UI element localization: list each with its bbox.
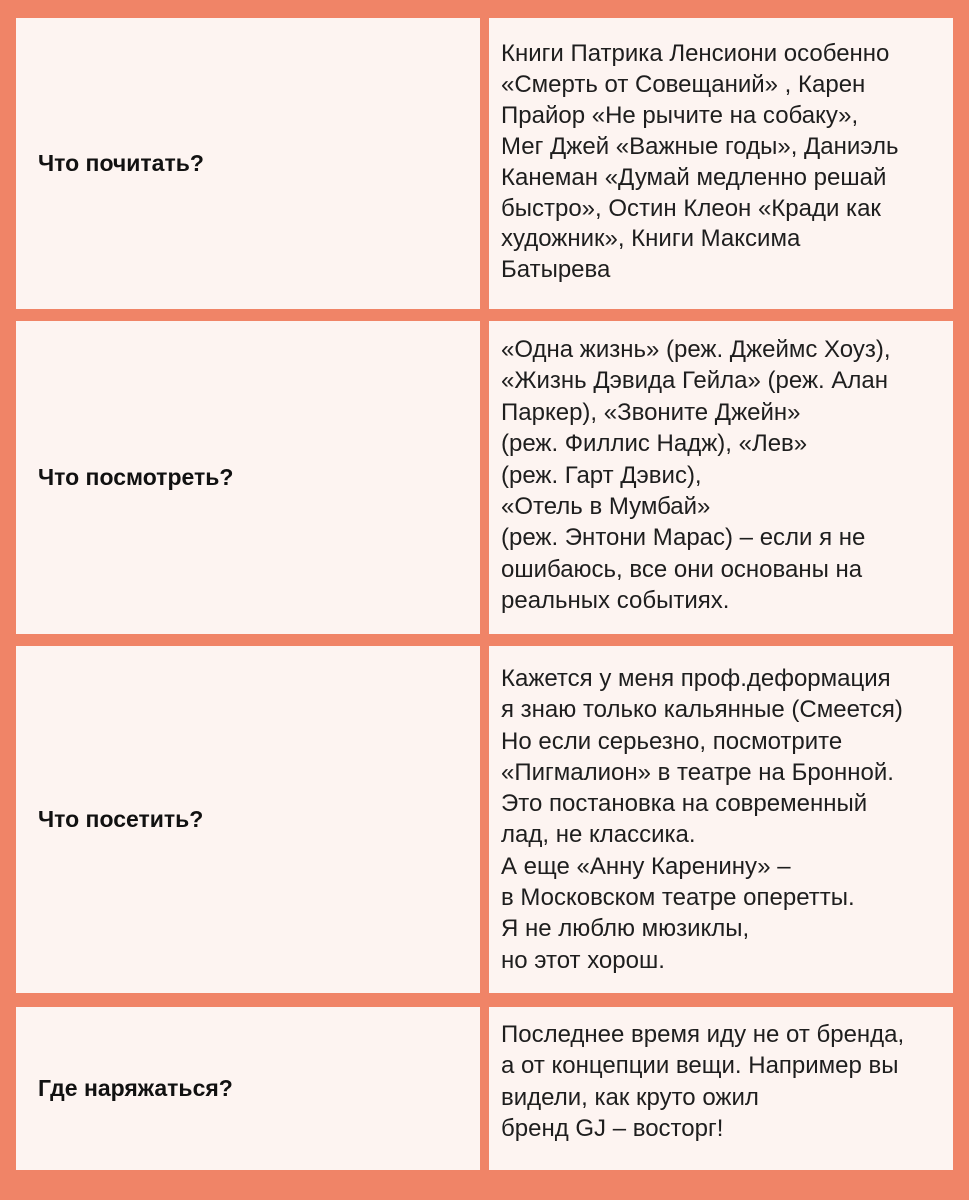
answer-line: А еще «Анну Каренину» – (501, 852, 791, 880)
answer-line: Прайор «Не рычите на собаку», (501, 101, 859, 129)
answer-line: я знаю только кальянные (Смеется) (501, 696, 903, 724)
answer-line: «Смерть от Совещаний» , Карен (501, 70, 866, 98)
answer-line: (реж. Гарт Дэвис), (501, 461, 702, 489)
answer-line: Паркер), «Звоните Джейн» (501, 398, 801, 426)
answer-line: в Московском театре оперетты. (501, 884, 855, 912)
answer-line: Последнее время иду не от бренда, (501, 1021, 905, 1048)
answer-line: Я не люблю мюзиклы, (501, 915, 750, 943)
question-label: Что почитать? (38, 150, 204, 176)
answer-line: (реж. Энтони Марас) – если я не (501, 524, 866, 552)
answer-line: Это постановка на современный (501, 790, 868, 818)
answer-cell-dress (489, 1007, 953, 1170)
answer-line: но этот хорош. (501, 946, 665, 974)
answer-line: лад, не классика. (501, 821, 696, 849)
answer-line: художник», Книги Максима (501, 225, 801, 253)
question-cell-dress (16, 1007, 480, 1170)
answer-line: Мег Джей «Важные годы», Даниэль (501, 132, 899, 160)
answer-line: (реж. Филлис Надж), «Лев» (501, 430, 808, 458)
answer-line: Батырева (501, 256, 611, 284)
answer-line: «Пигмалион» в театре на Бронной. (501, 758, 894, 786)
question-cell-watch (16, 321, 480, 634)
answer-line: Кажется у меня проф.деформация (501, 665, 891, 692)
answer-line: «Одна жизнь» (реж. Джеймс Хоуз), (501, 336, 891, 363)
question-label: Что посмотреть? (38, 464, 234, 490)
answer-line: Но если серьезно, посмотрите (501, 727, 843, 755)
answer-line: быстро», Остин Клеон «Кради как (501, 194, 881, 222)
answer-line: бренд GJ – восторг! (501, 1115, 724, 1143)
answer-line: видели, как круто ожил (501, 1083, 759, 1111)
question-label: Что посетить? (38, 806, 204, 832)
answer-line: Книги Патрика Ленсиони особенно (501, 40, 890, 67)
answer-cell-visit (489, 646, 953, 993)
answer-line: а от концепции вещи. Например вы (501, 1052, 899, 1080)
answer-line: Канеман «Думай медленно решай (501, 163, 887, 191)
answer-line: «Отель в Мумбай» (501, 493, 711, 521)
answer-line: реальных событиях. (501, 587, 730, 615)
answer-line: ошибаюсь, все они основаны на (501, 555, 863, 583)
question-cell-visit (16, 646, 480, 993)
answer-cell-read (489, 18, 953, 309)
question-cell-read (16, 18, 480, 309)
answer-cell-watch (489, 321, 953, 634)
answer-line: «Жизнь Дэвида Гейла» (реж. Алан (501, 367, 888, 395)
question-label: Где наряжаться? (38, 1075, 233, 1101)
